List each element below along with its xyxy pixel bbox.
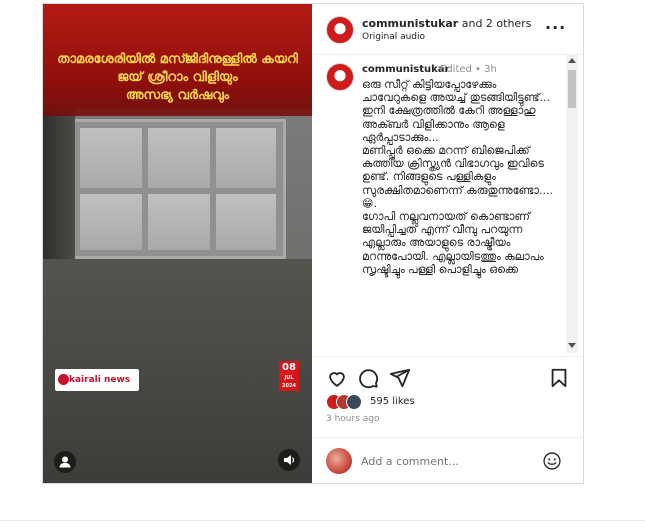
banner-line: ജയ് ശ്രീറാം വിളിയും <box>117 70 238 85</box>
date-badge <box>279 361 299 391</box>
audio-link[interactable]: Original audio <box>362 32 426 42</box>
banner-line: താമരശേരിയിൽ മസ്ജിദിനുള്ളിൽ കയറി <box>57 52 298 67</box>
scroll-up-arrow-icon[interactable] <box>568 58 576 63</box>
likes-count[interactable]: 595 likes <box>370 396 415 407</box>
window-image <box>71 119 286 259</box>
post-header <box>313 4 583 55</box>
caption-username[interactable]: communistukar <box>362 64 450 75</box>
avatar <box>326 448 352 474</box>
post-actions <box>313 356 583 484</box>
add-comment-bar <box>313 437 583 484</box>
page-divider <box>0 520 645 521</box>
liker-avatar <box>346 394 362 410</box>
date-month: JUL <box>284 375 294 381</box>
tagged-people-button[interactable] <box>54 451 76 473</box>
post-timestamp[interactable]: 3 hours ago <box>326 414 380 424</box>
date-year: 2024 <box>282 383 296 389</box>
bookmark-icon[interactable] <box>548 367 570 389</box>
avatar[interactable] <box>326 16 354 44</box>
more-options-icon[interactable]: ··· <box>545 18 567 37</box>
comment-input[interactable] <box>361 452 536 470</box>
logo-mark-icon <box>58 374 69 385</box>
author-usernames[interactable] <box>362 17 531 30</box>
emoji-icon[interactable] <box>542 451 562 471</box>
scroll-thumb[interactable] <box>568 70 576 108</box>
logo-text: kairali news <box>69 375 131 385</box>
scrollbar[interactable] <box>566 55 578 353</box>
date-day: 08 <box>282 362 296 373</box>
avatar[interactable] <box>326 63 354 91</box>
comment-icon[interactable] <box>357 367 379 389</box>
heart-icon[interactable] <box>326 367 348 389</box>
mute-button[interactable] <box>278 449 300 471</box>
kairali-news-logo <box>55 369 139 391</box>
speaker-icon <box>278 449 300 471</box>
instagram-post <box>42 3 584 484</box>
caption-section <box>313 55 583 355</box>
post-details-panel <box>313 4 583 483</box>
username-link[interactable]: communistukar <box>362 17 459 30</box>
news-banner <box>43 4 312 116</box>
video-player[interactable] <box>43 4 312 483</box>
share-icon[interactable] <box>389 367 411 389</box>
scroll-down-arrow-icon[interactable] <box>568 343 576 348</box>
coauthors-link[interactable]: and 2 others <box>458 17 532 30</box>
banner-line: അസഭ്യ വർഷവും <box>125 88 230 103</box>
caption-meta: Edited • 3h <box>440 64 497 75</box>
person-icon <box>54 451 76 473</box>
caption-text: ഒരു സീറ്റ് കിട്ടിയപ്പോഴേക്കും ചാവേറുകളെ അയച്ച് തുടങ്ങിയിട്ടുണ്ട്... ഇനി ക്ഷേത്രത്തിൽ കേറി അള്ളാഹു അക്ബർ വിളിക്കാനും ആളെ ഏർപ്പാടാക്കും... മണിപ്പൂർ ഒക്കെ മറന്ന് ബിജെപിക്ക് കുത്തിയ ക്രിസ്ത്യൻ വിഭാഗവും ഇവിടെ ഉണ്ട്. നിങ്ങളുടെ പള്ളികളും സുരക്ഷിതമാണെന്ന് കരുതുന്നുണ്ടോ.... 😁. ഗോപി നല്ലവനായത് കൊണ്ടാണ് ജയിപ്പിച്ചത് എന്ന് വീമ്പു പറയുന്ന എല്ലാരും അയാളുടെ രാഷ്ട്രീയം മറന്നുപോയി. എല്ലായിടത്തും കലാപം സൃഷ്ടിച്ചും പള്ളി പൊളിച്ചും ഒക്കെ <box>362 78 553 276</box>
